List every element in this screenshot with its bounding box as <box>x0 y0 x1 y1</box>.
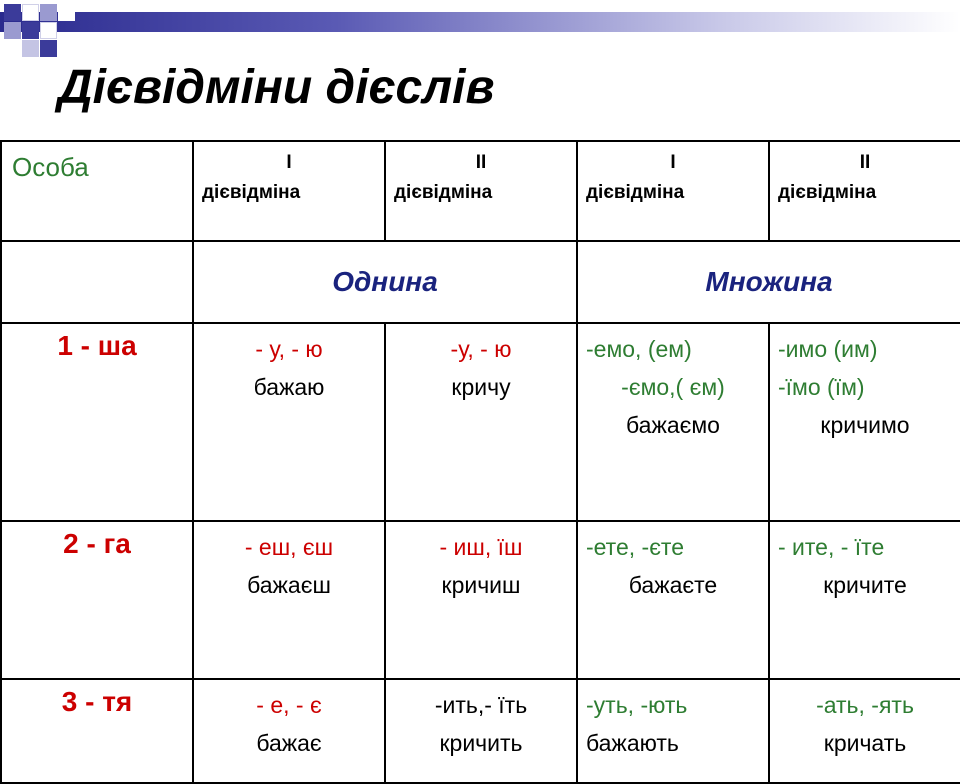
example-verb: бажаємо <box>626 412 720 438</box>
ending-text: -имо (им) <box>778 336 878 362</box>
ending-text: -ить,- їть <box>434 692 528 718</box>
table-cell <box>385 521 577 679</box>
header-row <box>1 141 960 241</box>
table-cell <box>385 679 577 783</box>
number-row <box>1 241 960 323</box>
ending-text: -ать, -ять <box>816 692 914 718</box>
table-cell <box>193 521 385 679</box>
example-verb: кричимо <box>820 412 910 438</box>
ending-text: - еш, єш <box>244 534 334 560</box>
table-cell <box>769 679 960 783</box>
example-verb: бажаю <box>253 374 325 400</box>
table-cell <box>193 679 385 783</box>
header-conj-i-plural <box>577 141 769 241</box>
conj-number: II <box>475 152 487 173</box>
ending-text: -ете, -єте <box>586 534 684 560</box>
conj-label: дієвідміна <box>202 182 301 203</box>
title-banner-stripe <box>0 12 960 32</box>
person-label: 1 - ша <box>1 323 193 521</box>
table-cell <box>577 679 769 783</box>
example-verb: бажають <box>586 730 679 756</box>
table-cell <box>577 323 769 521</box>
ending-text: -у, - ю <box>450 336 512 362</box>
table-cell <box>577 521 769 679</box>
plural-label: Множина <box>577 241 960 323</box>
ending-text: - иш, їш <box>439 534 523 560</box>
ending-text: -ємо,( єм) <box>621 374 725 400</box>
example-verb: кричиш <box>441 572 521 598</box>
example-verb: кричите <box>823 572 907 598</box>
table-cell <box>385 323 577 521</box>
conj-number: II <box>859 152 871 173</box>
person-label: 3 - тя <box>1 679 193 783</box>
slide-title: Дієвідміни дієслів <box>58 61 495 114</box>
example-verb: бажає <box>256 730 322 756</box>
header-conj-i-singular <box>193 141 385 241</box>
table-cell <box>769 521 960 679</box>
ending-text: - е, - є <box>256 692 322 718</box>
example-verb: бажаєте <box>628 572 718 598</box>
table-row-third-person <box>1 679 960 783</box>
ending-text: -емо, (ем) <box>586 336 692 362</box>
example-verb: кричу <box>451 374 511 400</box>
conj-label: дієвідміна <box>394 182 493 203</box>
example-verb: кричать <box>823 730 907 756</box>
person-header: Особа <box>1 141 193 241</box>
ending-text: - у, - ю <box>255 336 323 362</box>
empty-cell <box>1 241 193 323</box>
example-verb: кричить <box>439 730 523 756</box>
header-conj-ii-plural <box>769 141 960 241</box>
ending-text: - ите, - їте <box>778 534 885 560</box>
example-verb: бажаєш <box>247 572 331 598</box>
singular-label: Однина <box>193 241 577 323</box>
conj-label: дієвідміна <box>778 182 877 203</box>
conjugation-table <box>0 140 960 784</box>
table-row-second-person <box>1 521 960 679</box>
conj-number: I <box>670 152 676 173</box>
person-label: 2 - га <box>1 521 193 679</box>
ending-text: -уть, -ють <box>586 692 688 718</box>
table-row-first-person <box>1 323 960 521</box>
conj-label: дієвідміна <box>586 182 685 203</box>
header-conj-ii-singular <box>385 141 577 241</box>
table-cell <box>193 323 385 521</box>
conj-number: I <box>286 152 292 173</box>
ending-text: -їмо (їм) <box>778 374 865 400</box>
decorative-checker <box>0 0 80 56</box>
table-cell <box>769 323 960 521</box>
